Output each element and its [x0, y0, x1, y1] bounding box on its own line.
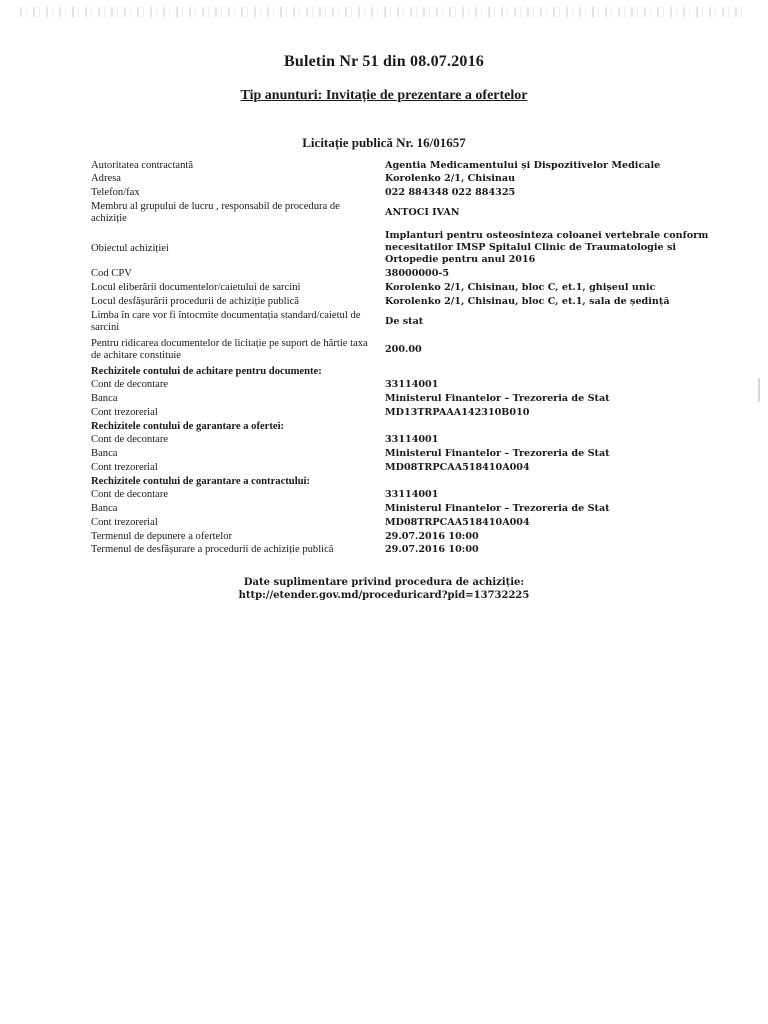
row-label: Banca [91, 448, 118, 459]
row-label: Cont de decontare [91, 379, 169, 390]
row-value: 38000000-5 [385, 268, 450, 279]
additional-info [0, 576, 768, 602]
row-label: Adresa [91, 173, 122, 184]
row-value: MD08TRPCAA518410A004 [385, 517, 530, 528]
row-value: Ministerul Finantelor – Trezoreria de Stat [385, 393, 610, 404]
row-label: Autoritatea contractantă [91, 160, 194, 171]
tender-number: Licitație publică Nr. 16/01657 [302, 135, 466, 150]
row-label: Banca [91, 393, 118, 404]
row-value: 29.07.2016 10:00 [385, 531, 479, 542]
bulletin-title: Buletin Nr 51 din 08.07.2016 [284, 53, 484, 70]
row-value: 33114001 [385, 434, 439, 445]
row-label: Cont trezorerial [91, 407, 158, 418]
row-value: Korolenko 2/1, Chisinau, bloc C, et.1, ghișeul unic [385, 282, 656, 293]
row-value: 022 884348 022 884325 [385, 187, 516, 198]
additional-info-label: Date suplimentare privind procedura de achiziție: [243, 577, 525, 588]
row-label: Pentru ridicarea documentelor de licitație pe suport de hârtie taxa de achitare constituie [91, 338, 368, 361]
row-section-header: Rechizitele contului de achitare pentru documente: [91, 366, 322, 377]
row-value: Implanturi pentru osteosinteza coloanei vertebrale conform necesitatilor IMSP Spitalul Clinic de Traumatologie si Ortopedie pentru anul 2016 [385, 230, 709, 265]
row-value: MD08TRPCAA518410A004 [385, 462, 530, 473]
row-label: Locul eliberării documentelor/caietului de sarcini [91, 282, 301, 293]
row-label: Termenul de depunere a ofertelor [91, 531, 233, 542]
row-value: 33114001 [385, 379, 439, 390]
row-label: Banca [91, 503, 118, 514]
row-label: Cont de decontare [91, 489, 169, 500]
row-label: Cont de decontare [91, 434, 169, 445]
row-label: Cod CPV [91, 268, 132, 279]
row-value: Korolenko 2/1, Chisinau, bloc C, et.1, sala de ședință [385, 296, 670, 307]
row-value: 200.00 [385, 344, 422, 355]
row-label: Telefon/fax [91, 187, 140, 198]
row-label: Limba în care vor fi întocmite documentația standard/caietul de sarcini [91, 310, 361, 333]
row-value: Ministerul Finantelor – Trezoreria de Stat [385, 448, 610, 459]
row-label: Obiectul achiziției [91, 243, 169, 254]
row-section-header: Rechizitele contului de garantare a ofertei: [91, 421, 285, 432]
procedure-link[interactable]: http://etender.gov.md/proceduricard?pid=13732225 [238, 590, 530, 601]
row-label: Cont trezorerial [91, 517, 158, 528]
row-value: 33114001 [385, 489, 439, 500]
row-value: MD13TRPAAA142310B010 [385, 407, 530, 418]
row-value: ANTOCI IVAN [385, 207, 460, 218]
row-label: Termenul de desfășurare a procedurii de achiziție publică [91, 544, 334, 555]
row-label: Cont trezorerial [91, 462, 158, 473]
row-section-header: Rechizitele contului de garantare a contractului: [91, 476, 310, 487]
row-label: Locul desfășurării procedurii de achiziție publică [91, 296, 299, 307]
row-value: De stat [385, 316, 424, 327]
row-value: Agentia Medicamentului și Dispozitivelor Medicale [385, 160, 661, 171]
row-label: Membru al grupului de lucru , responsabil de procedura de achiziție [91, 201, 340, 224]
row-value: Korolenko 2/1, Chisinau [385, 173, 516, 184]
row-value: Ministerul Finantelor – Trezoreria de Stat [385, 503, 610, 514]
row-value: 29.07.2016 10:00 [385, 544, 479, 555]
announcement-type: Tip anunturi: Invitație de prezentare a ofertelor [240, 88, 528, 103]
